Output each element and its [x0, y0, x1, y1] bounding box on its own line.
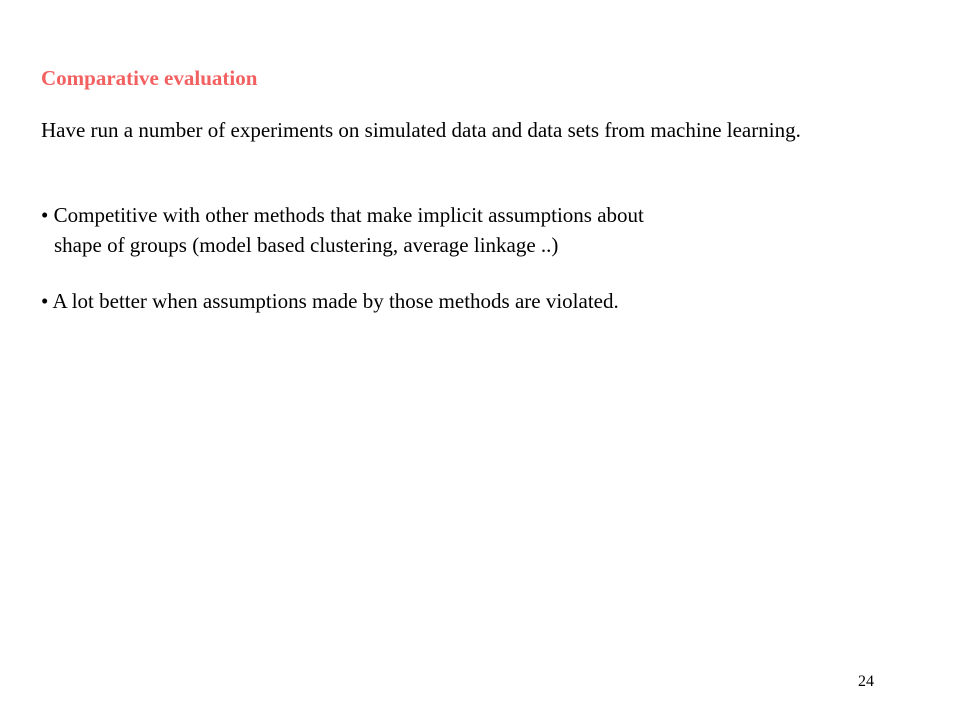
slide-title: Comparative evaluation: [41, 66, 258, 90]
page-number: 24: [858, 673, 874, 690]
bullet-line-2: shape of groups (model based clustering, average linkage ..): [54, 233, 559, 257]
bullet-line-1: • A lot better when assumptions made by those methods are violated.: [41, 289, 619, 313]
bullet-item: [41, 200, 861, 260]
bullet-item: [41, 286, 861, 316]
intro-paragraph: Have run a number of experiments on simulated data and data sets from machine learning.: [41, 118, 801, 142]
bullet-line-1: • Competitive with other methods that make implicit assumptions about: [41, 203, 644, 227]
